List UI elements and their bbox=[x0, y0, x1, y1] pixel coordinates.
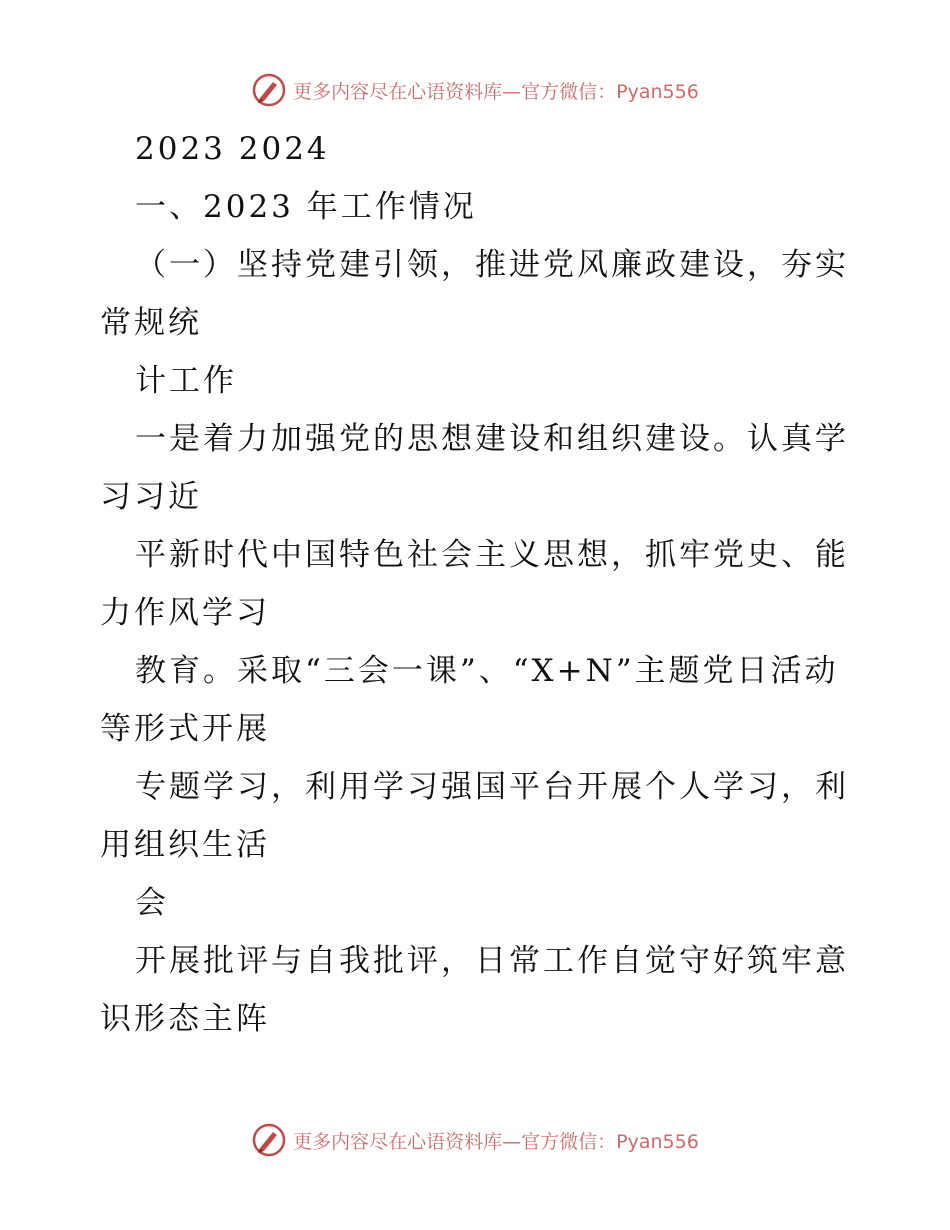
paragraph: 教育。采取“三会一课”、“X+N”主题党日活动等形式开展 bbox=[100, 653, 839, 747]
paragraph: 开展批评与自我批评，日常工作自觉守好筑牢意识形态主阵 bbox=[100, 943, 849, 1037]
paragraph: 平新时代中国特色社会主义思想，抓牢党史、能力作风学习 bbox=[100, 537, 849, 631]
pen-logo-icon bbox=[251, 1122, 287, 1158]
paragraph: 一是着力加强党的思想建设和组织建设。认真学习习近 bbox=[100, 421, 849, 515]
paragraph: 会 bbox=[135, 885, 169, 921]
document-body bbox=[100, 120, 860, 1048]
paragraph: （一）坚持党建引领，推进党风廉政建设，夯实常规统 bbox=[100, 247, 849, 341]
paragraph: 专题学习，利用学习强国平台开展个人学习，利用组织生活 bbox=[100, 769, 849, 863]
paragraph: 计工作 bbox=[135, 363, 237, 399]
watermark-text: 更多内容尽在心语资料库—官方微信：Pyan556 bbox=[293, 80, 699, 103]
paragraph: 一、2023 年工作情况 bbox=[135, 189, 477, 225]
footer-watermark bbox=[0, 1122, 950, 1158]
watermark-text: 更多内容尽在心语资料库—官方微信：Pyan556 bbox=[293, 1130, 699, 1153]
paragraph: 2023 2024 bbox=[135, 131, 330, 167]
pen-logo-icon bbox=[251, 72, 287, 108]
header-watermark bbox=[0, 72, 950, 108]
